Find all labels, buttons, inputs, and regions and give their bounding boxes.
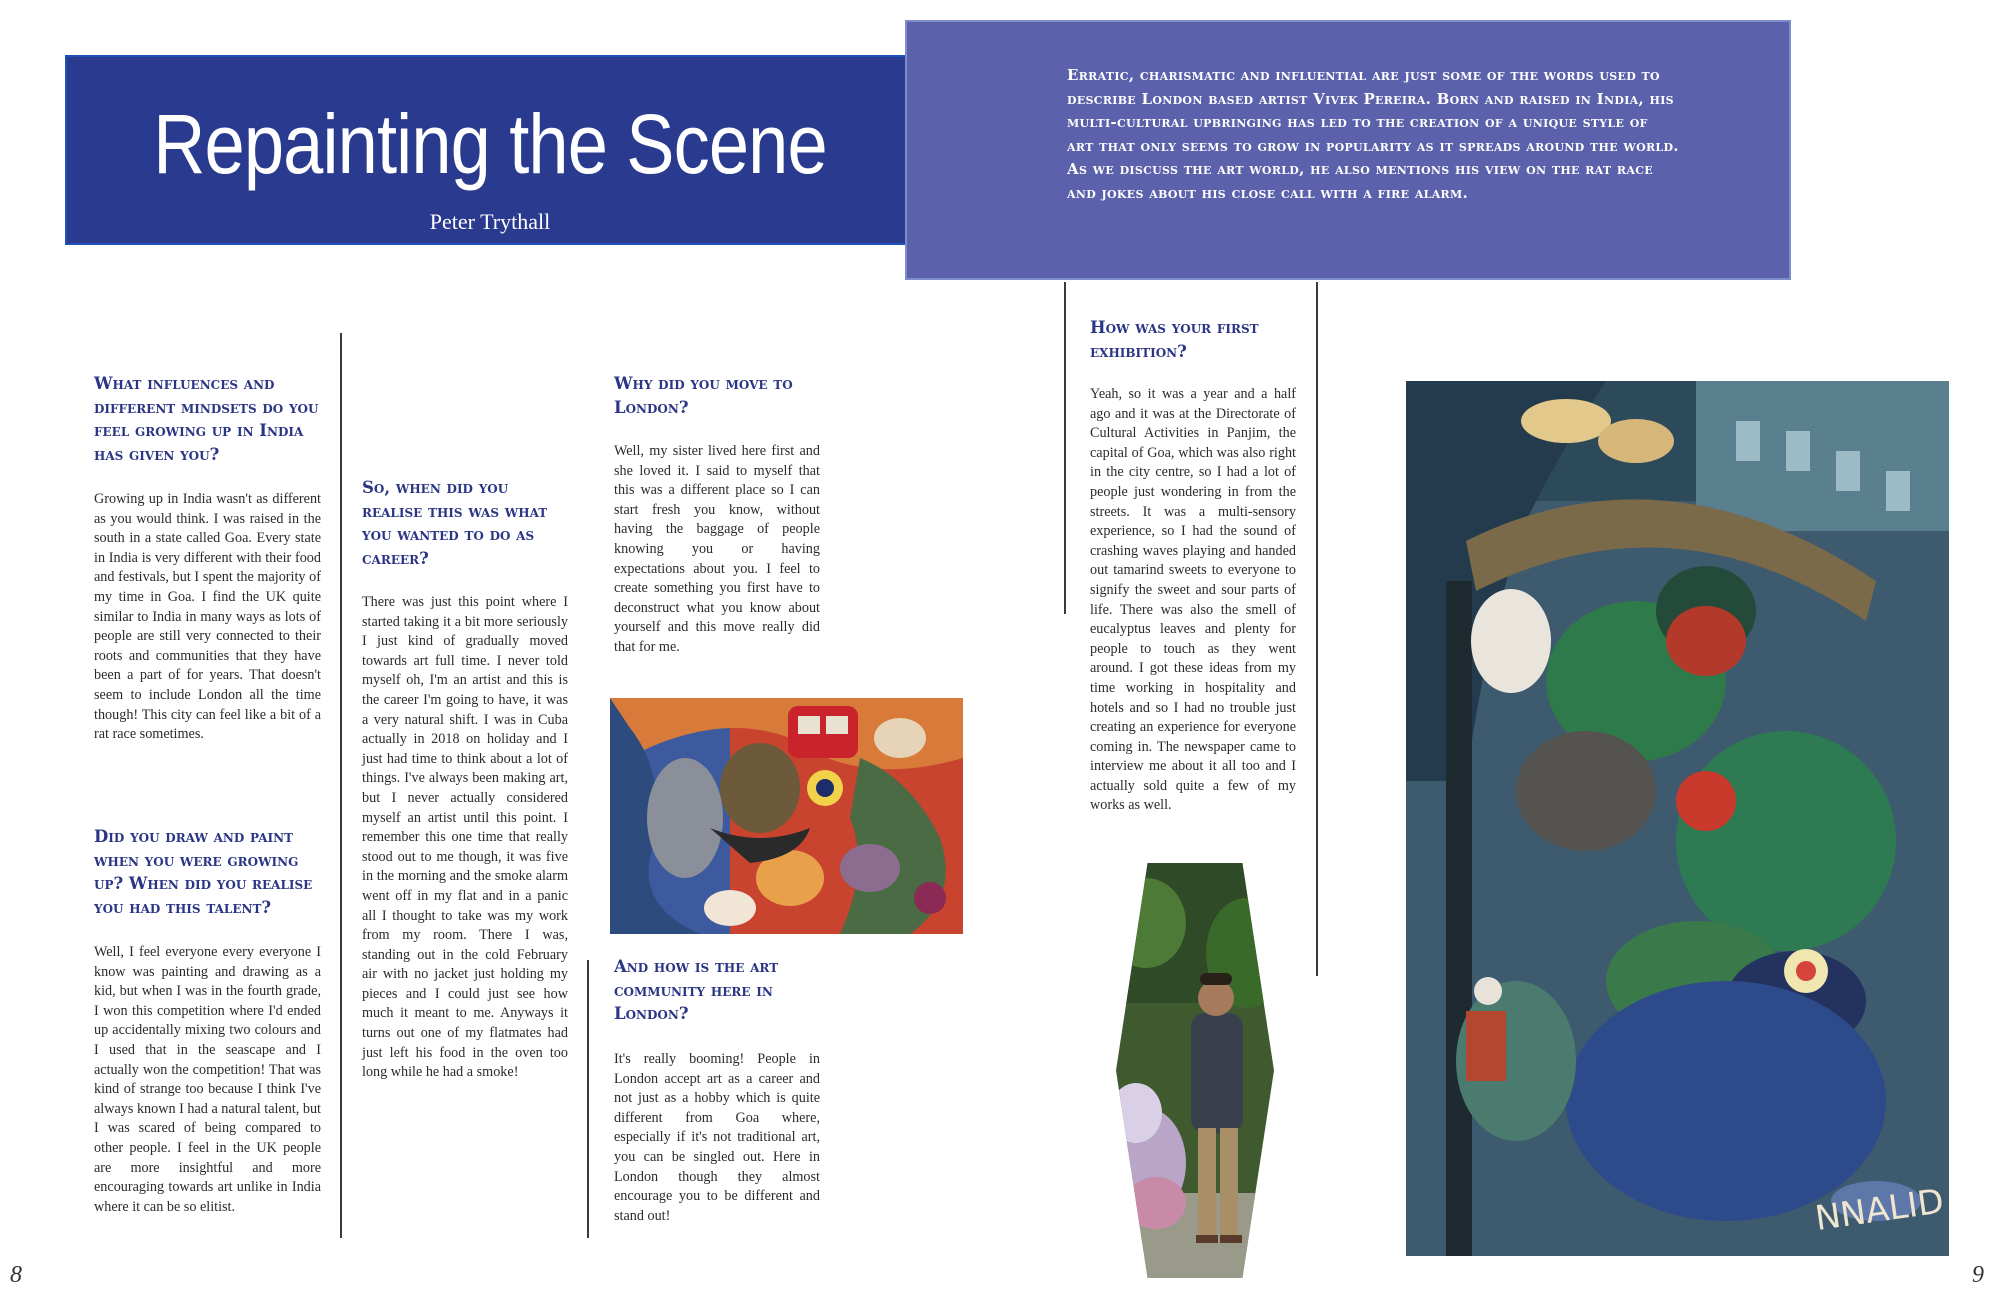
column-rule — [587, 960, 589, 1238]
question-heading: What influences and different mindsets do you feel growing up in India has given you? — [94, 374, 319, 464]
column-rule — [1316, 282, 1318, 976]
question-heading: So, when did you realise this was what you wanted to do as career? — [362, 478, 548, 568]
answer-text: Well, I feel everyone every everyone I know was painting and drawing as a kid, but when I was in the fourth grade, I won this competition where I'd ended up accidentally mixing two colours and I used that in the seascape and I actually won the competition! That was kind of strange too because I think I've always known I had a natural talent, but I was scared of being compared to other people. I feel in the UK people are more insightful and more encouraging towards art unlike in India where it can be so elitist. — [94, 944, 321, 1215]
intro-banner — [905, 20, 1791, 280]
artist-portrait-photo — [1116, 863, 1274, 1278]
question-heading: Did you draw and paint when you were growing up? When did you realise you had this talent? — [94, 827, 313, 917]
svg-text:NNALID: NNALID — [1812, 1181, 1947, 1240]
page-number-right: 9 — [1972, 1262, 1984, 1288]
answer-text: Growing up in India wasn't as different as you would think. I was raised in the south in a state called Goa. Every state in India is very different with their food and festivals, but I spent the majority of my time in Goa. I find the UK quite similar to India in many ways as lots of people are still very connected to their roots and communities that they have been a part of for years. That doesn't seem to include London all the time though! This city can feel like a bit of a rat race sometimes. — [94, 491, 321, 743]
title-banner — [65, 55, 915, 245]
question-heading: And how is the art community here in London? — [614, 957, 779, 1023]
article-title: Repainting the Scene — [153, 97, 827, 191]
author-byline: Peter Trythall — [429, 209, 551, 234]
artwork-painting-large — [1406, 381, 1949, 1256]
question-heading: Why did you move to London? — [614, 374, 793, 417]
artwork-painting-small — [610, 698, 963, 934]
question-heading: How was your first exhibition? — [1090, 318, 1259, 361]
column-rule — [340, 333, 342, 1238]
answer-text: There was just this point where I started taking it a bit more seriously I just kind of gradually moved towards art full time. I never told myself oh, I'm an artist and this is the career I'm going to have, it was a very natural shift. I was in Cuba actually in 2018 on holiday and I just had time to think about a lot of things. I've always been making art, but I never actually considered myself an artist until this point. I remember this one time that really stood out to me though, it was five in the morning and the smoke alarm went off in my flat and in a panic all I thought to take was my work from my room. There I was, standing out in the cold February air with no jacket just holding my pieces and I could just see how much it meant to me. Anyways it turns out one of my flatmates had just left his food in the oven too long while he had a smoke! — [362, 594, 568, 1081]
page-number-left: 8 — [10, 1262, 22, 1288]
intro-standfirst: Erratic, charismatic and influential are just some of the words used to describe London based artist Vivek Pereira. Born and raised in India, his multi-cultural upbringing has led to the creation of a unique style of art that only seems to grow in popularity as it spreads around the world. As we discuss the art world, he also mentions his view on the rat race and jokes about his close call with a fire alarm. — [1067, 66, 1679, 202]
answer-text: Well, my sister lived here first and she loved it. I said to myself that this was a different place so I can start fresh you know, without having the baggage of people knowing you or having expectations about you. I feel to create something you first have to deconstruct what you know about yourself and this move really did that for me. — [614, 443, 820, 655]
answer-text: Yeah, so it was a year and a half ago and it was at the Directorate of Cultural Activities in Panjim, the capital of Goa, which was also right in the city centre, so I had a lot of people just wondering in from the streets. It was a multi-sensory experience, so I had the sound of crashing waves playing and handed out tamarind sweets to everyone to signify the sweet and sour parts of life. There was also the smell of eucalyptus leaves and plenty for people to touch as they went around. I got these ideas from my time working in hospitality and hotels and so I had no trouble just creating an experience for everyone coming in. The newspaper came to interview me about it all too and I actually sold quite a few of my works as well. — [1090, 386, 1296, 814]
answer-text: It's really booming! People in London accept art as a career and not just as a hobby which is quite different from Goa where, especially if it's not traditional art, you can be singled out. Here in London though they almost encourage you to be different and stand out! — [614, 1051, 820, 1224]
column-rule — [1064, 282, 1066, 614]
